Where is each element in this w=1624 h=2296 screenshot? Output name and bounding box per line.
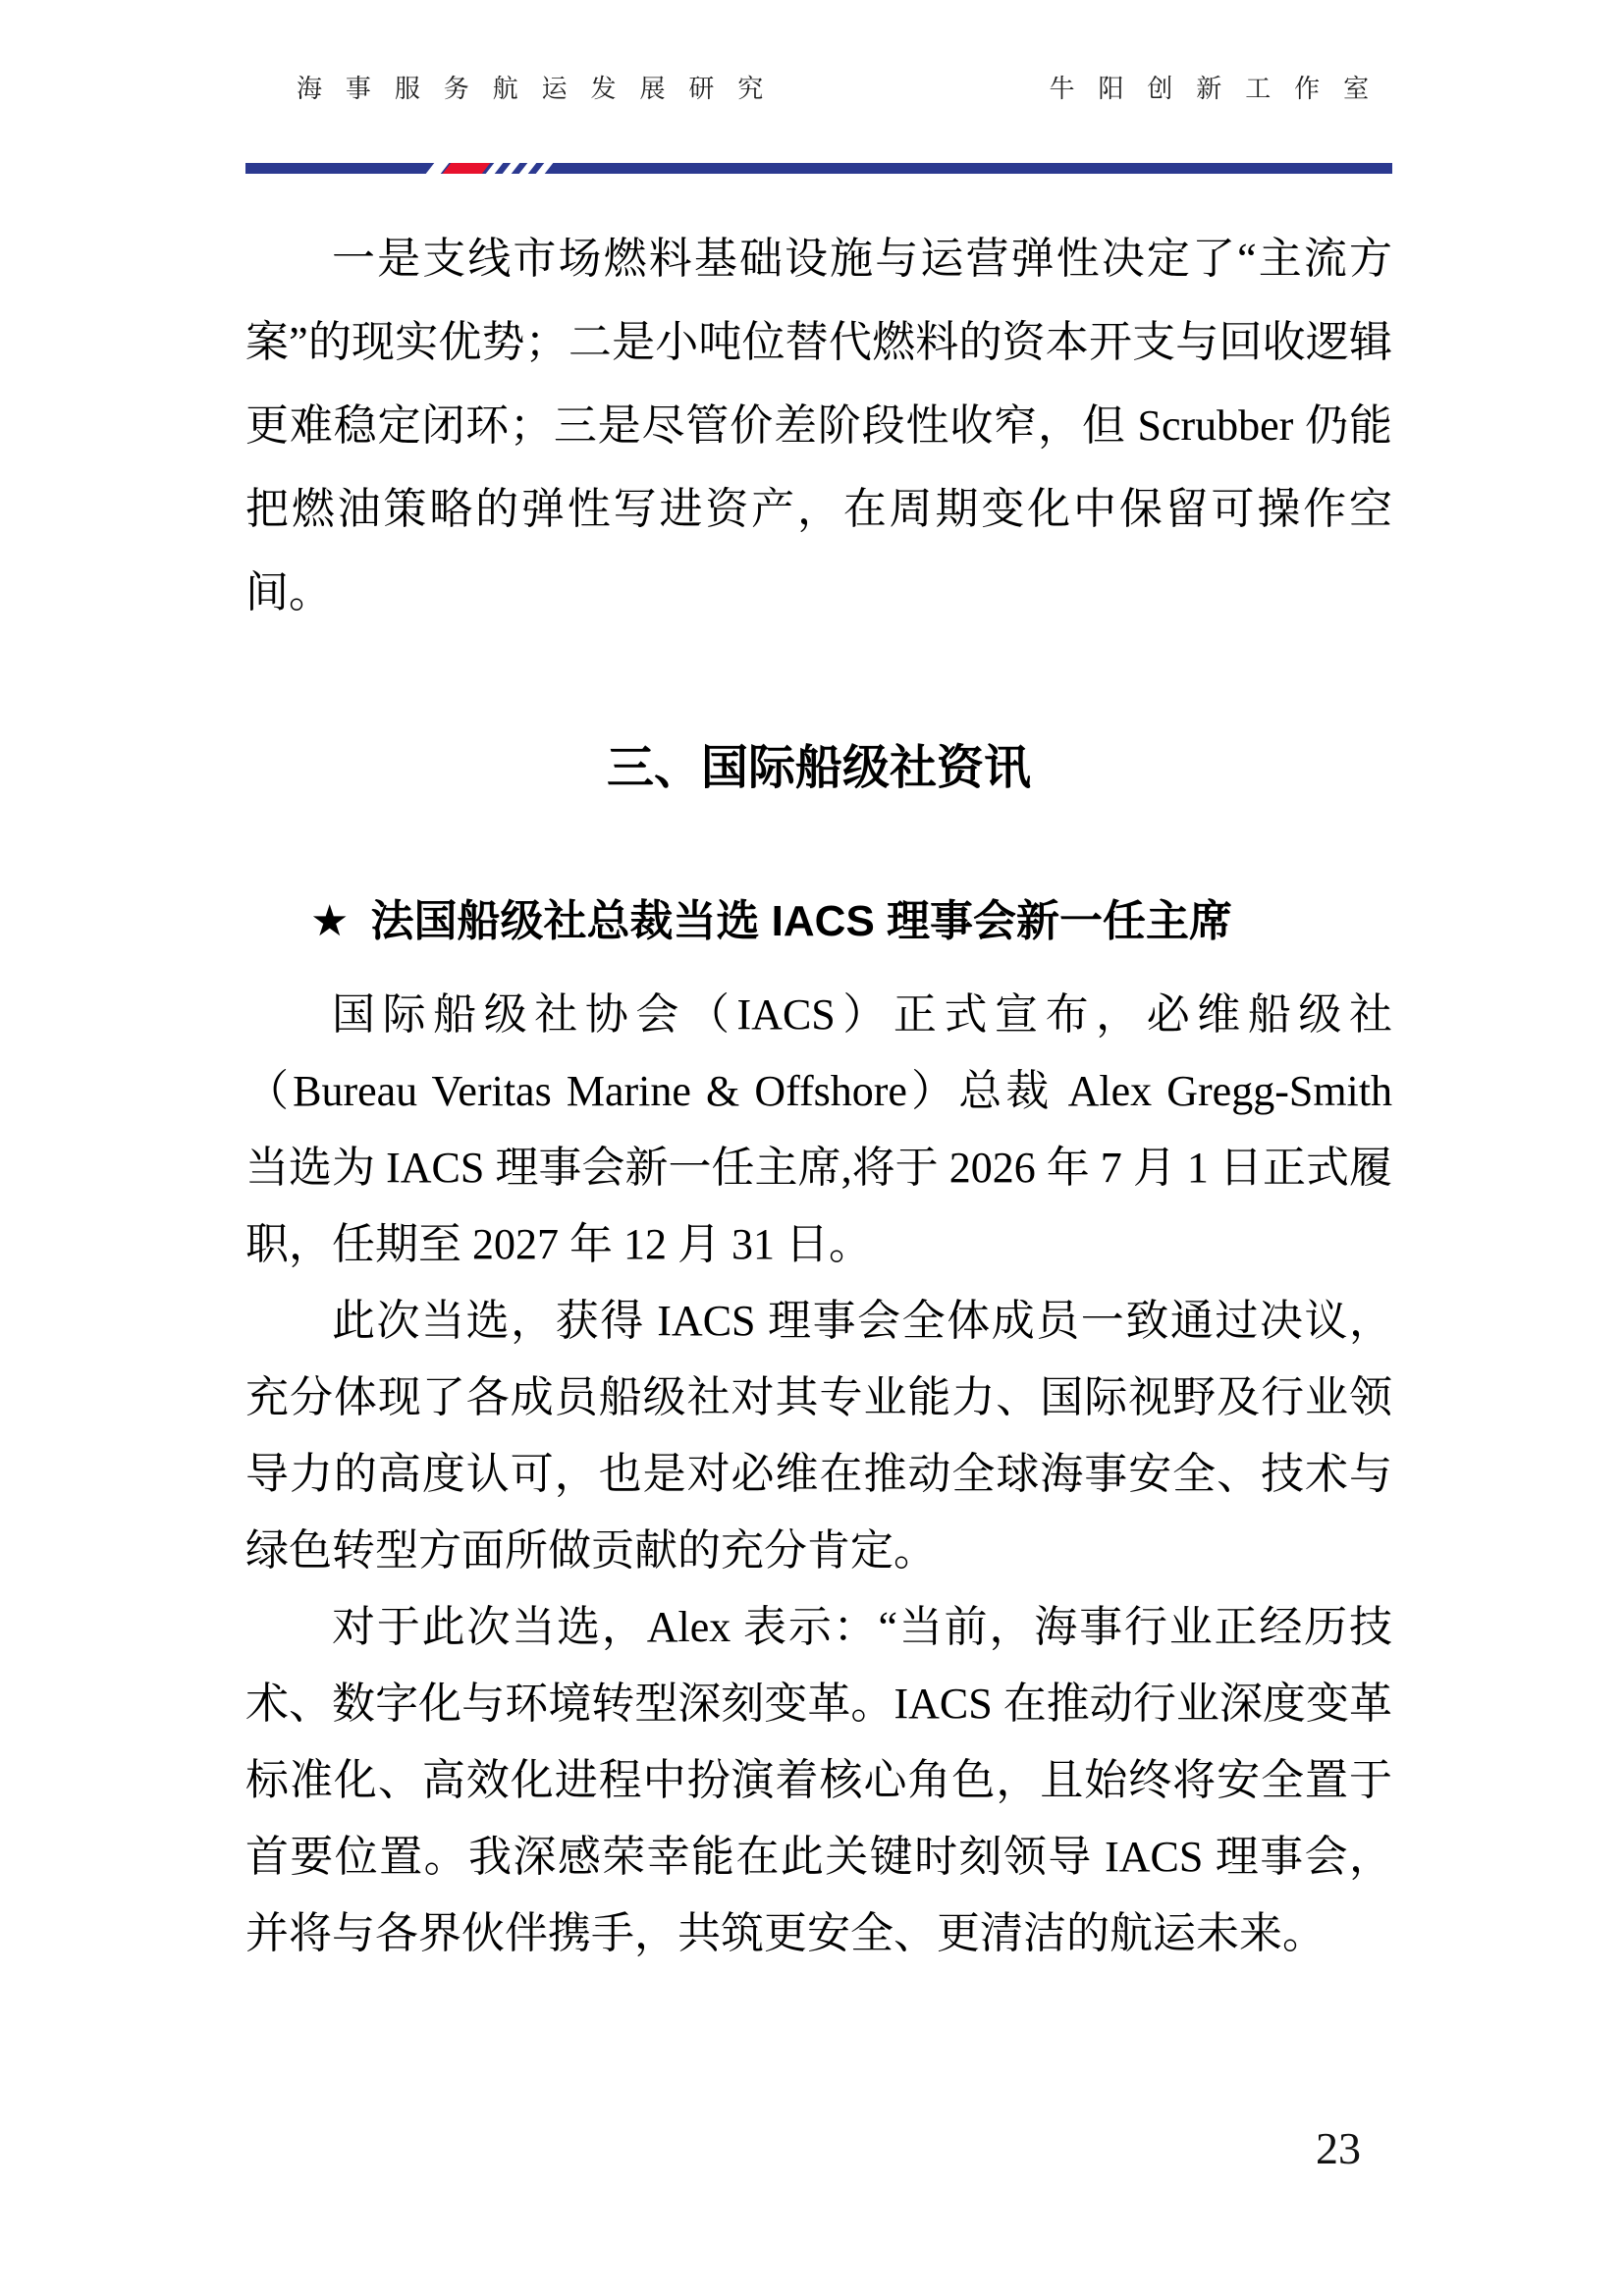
header-right-title: 牛阳创新工作室 [1049, 75, 1392, 103]
divider-stripe [536, 163, 554, 174]
divider-stripe [519, 163, 537, 174]
header-left-title: 海事服务航运发展研究 [297, 75, 787, 103]
paragraph-iacs-announcement: 国际船级社协会（IACS）正式宣布，必维船级社（Bureau Veritas Marine & Offshore）总裁 Alex Gregg-Smith 当选为 IACS 理事会新一任主席,将于 2026 年 7 月 1 日正式履职，任期至 2027 年 12 月 31 日。 [245, 989, 1392, 1268]
paragraph-unanimous-decision: 此次当选，获得 IACS 理事会全体成员一致通过决议，充分体现了各成员船级社对其专业能力、国际视野及行业领导力的高度认可，也是对必维在推动全球海事安全、技术与绿色转型方面所做贡献的充分肯定。 [245, 1296, 1392, 1575]
divider-red-segment [443, 163, 491, 174]
header-divider [245, 163, 1392, 174]
paragraph-alex-statement: 对于此次当选，Alex 表示：“当前，海事行业正经历技术、数字化与环境转型深刻变革。IACS 在推动行业深度变革标准化、高效化进程中扮演着核心角色，且始终将安全置于首要位置。我深感荣幸能在此关键时刻领导 IACS 理事会，并将与各界伙伴携手，共筑更安全、更清洁的航运未来。 [245, 1602, 1392, 1957]
divider-stripe [503, 163, 520, 174]
star-heading-text: 法国船级社总裁当选 IACS 理事会新一任主席 [370, 896, 1233, 945]
page-header [245, 0, 1392, 106]
page-content [245, 0, 1392, 1972]
paragraph-fuel-strategy: 一是支线市场燃料基础设施与运营弹性决定了“主流方案”的现实优势；二是小吨位替代燃料的资本开支与回收逻辑更难稳定闭环；三是尽管价差阶段性收窄，但 Scrubber 仍能把燃油策略的弹性写进资产，在周期变化中保留可操作空间。 [245, 234, 1392, 616]
star-icon: ★ [310, 896, 350, 945]
section-heading-class-society-news: 三、国际船级社资讯 [606, 741, 1031, 794]
body-text [245, 217, 1392, 1972]
page-number: 23 [1316, 2123, 1361, 2173]
star-heading-iacs-chair [245, 891, 1392, 952]
